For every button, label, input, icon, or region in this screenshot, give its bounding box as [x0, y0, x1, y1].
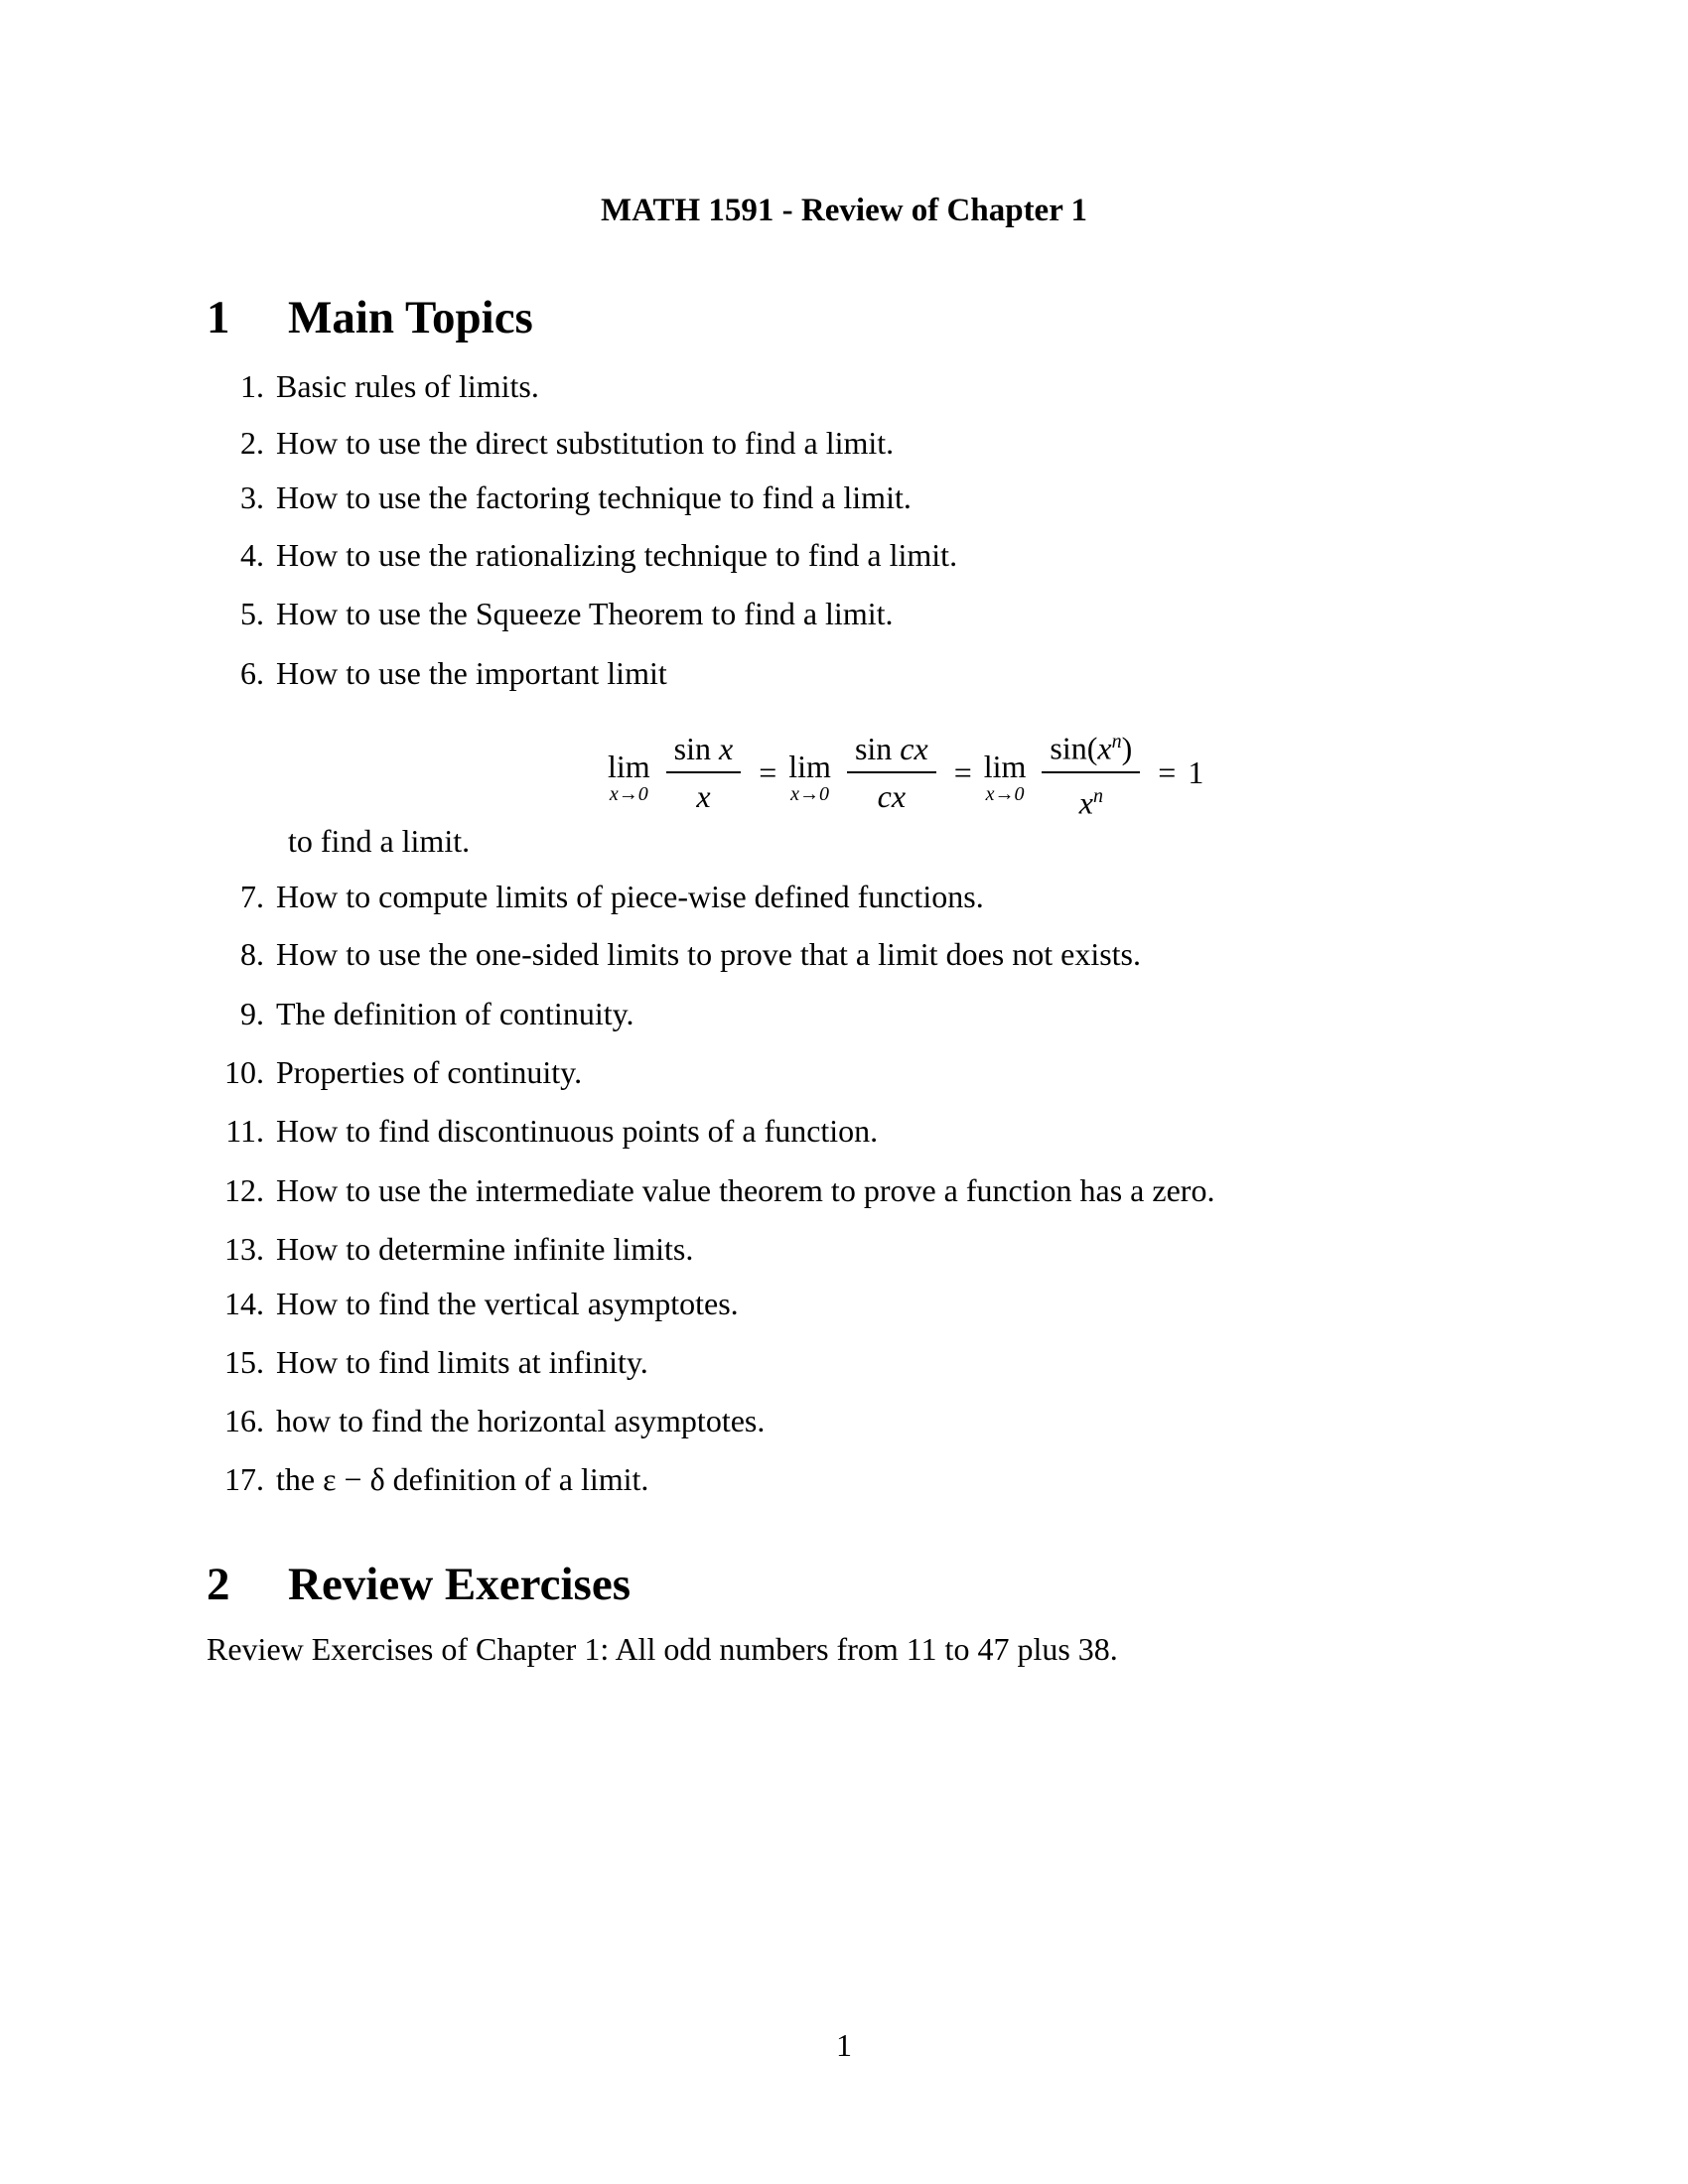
list-item-number: 15. — [224, 1344, 264, 1380]
list-item — [199, 877, 1489, 916]
list-item — [199, 1284, 1489, 1323]
section-title: Main Topics — [288, 292, 533, 343]
list-item-text: The definition of continuity. — [276, 996, 634, 1031]
list-item-number: 13. — [224, 1231, 264, 1267]
fraction-sinx-over-x: $\frac{\text{sin x}}{x}$ — [666, 730, 742, 815]
list-item-number: 5. — [240, 596, 264, 631]
list-item-continuation: to find a limit. — [288, 823, 471, 859]
list-item-number: 11. — [225, 1113, 264, 1149]
list-item — [199, 478, 1489, 517]
list-item-text: How to use the rationalizing technique to find a limit. — [276, 537, 958, 573]
list-item-number: 17. — [224, 1461, 264, 1497]
list-item-text: How to use the one-sided limits to prove that a limit does not exists. — [276, 936, 1141, 972]
list-item-text: How to use the intermediate value theorem to prove a function has a zero. — [276, 1172, 1215, 1208]
list-item — [199, 594, 1489, 633]
fraction-sinxn-over-xn: $\frac{\sin(x^n)}{x^n}$ — [1042, 723, 1140, 821]
list-item — [199, 366, 1489, 406]
list-item-text: How to determine infinite limits. — [276, 1231, 694, 1267]
limit-operator: lim x→0 — [788, 749, 831, 805]
list-item — [199, 1170, 1489, 1210]
list-item — [199, 1401, 1489, 1440]
list-item-number: 6. — [240, 655, 264, 691]
list-item-number: 7. — [240, 879, 264, 914]
list-item-text: How to use the important limit — [276, 655, 667, 691]
section-title: Review Exercises — [288, 1559, 631, 1610]
list-item — [199, 1111, 1489, 1151]
list-item-number: 8. — [240, 936, 264, 972]
list-item-number: 16. — [224, 1403, 264, 1438]
list-item — [199, 423, 1489, 463]
list-item-number: 1. — [240, 368, 264, 404]
list-item-number: 12. — [224, 1172, 264, 1208]
list-item-text: How to use the Squeeze Theorem to find a limit. — [276, 596, 894, 631]
list-item-text: How to use the direct substitution to find a limit. — [276, 425, 895, 461]
list-item-text: How to use the factoring technique to find a limit. — [276, 479, 912, 515]
list-item-text: the ε − δ definition of a limit. — [276, 1461, 649, 1497]
important-limit-formula: lim x→0 $\frac{\text{sin x}}{x}$ = lim x→0 $\frac{\text{sin cx}}{cx}$ = lim x→0 $\frac{\sin(x^n)}{x^n}$ = 1 — [608, 723, 1203, 822]
list-item-number: 9. — [240, 996, 264, 1031]
list-item-text: How to find discontinuous points of a function. — [276, 1113, 879, 1149]
list-item — [199, 1342, 1489, 1382]
list-item-text: How to compute limits of piece-wise defined functions. — [276, 879, 984, 914]
list-item — [199, 1052, 1489, 1092]
limit-operator: lim x→0 — [983, 749, 1027, 805]
fraction-sincx-over-cx: $\frac{\text{sin cx}}{cx}$ — [847, 730, 936, 815]
document-title: MATH 1591 - Review of Chapter 1 — [600, 193, 1088, 228]
list-item-number: 3. — [240, 479, 264, 515]
section-heading-review-exercises — [207, 1557, 631, 1612]
section-number: 2 — [207, 1559, 230, 1610]
formula-result: 1 — [1188, 753, 1204, 790]
list-item-text: Properties of continuity. — [276, 1054, 583, 1090]
review-exercises-paragraph: Review Exercises of Chapter 1: All odd numbers from 11 to 47 plus 38. — [207, 1631, 1118, 1667]
list-item — [199, 1229, 1489, 1269]
list-item-text: Basic rules of limits. — [276, 368, 539, 404]
section-heading-main-topics — [207, 290, 533, 345]
list-item — [199, 1459, 1489, 1499]
list-item — [199, 653, 1489, 693]
list-item-text: How to find limits at infinity. — [276, 1344, 648, 1380]
list-item-text: How to find the vertical asymptotes. — [276, 1286, 739, 1321]
list-item — [199, 994, 1489, 1033]
section-number: 1 — [207, 292, 230, 343]
limit-operator: lim x→0 — [608, 749, 650, 805]
list-item — [199, 934, 1489, 974]
list-item-number: 2. — [240, 425, 264, 461]
list-item — [199, 535, 1489, 575]
list-item-number: 10. — [224, 1054, 264, 1090]
page-number: 1 — [836, 2027, 852, 2063]
list-item-number: 14. — [224, 1286, 264, 1321]
list-item-text: how to find the horizontal asymptotes. — [276, 1403, 766, 1438]
list-item-number: 4. — [240, 537, 264, 573]
